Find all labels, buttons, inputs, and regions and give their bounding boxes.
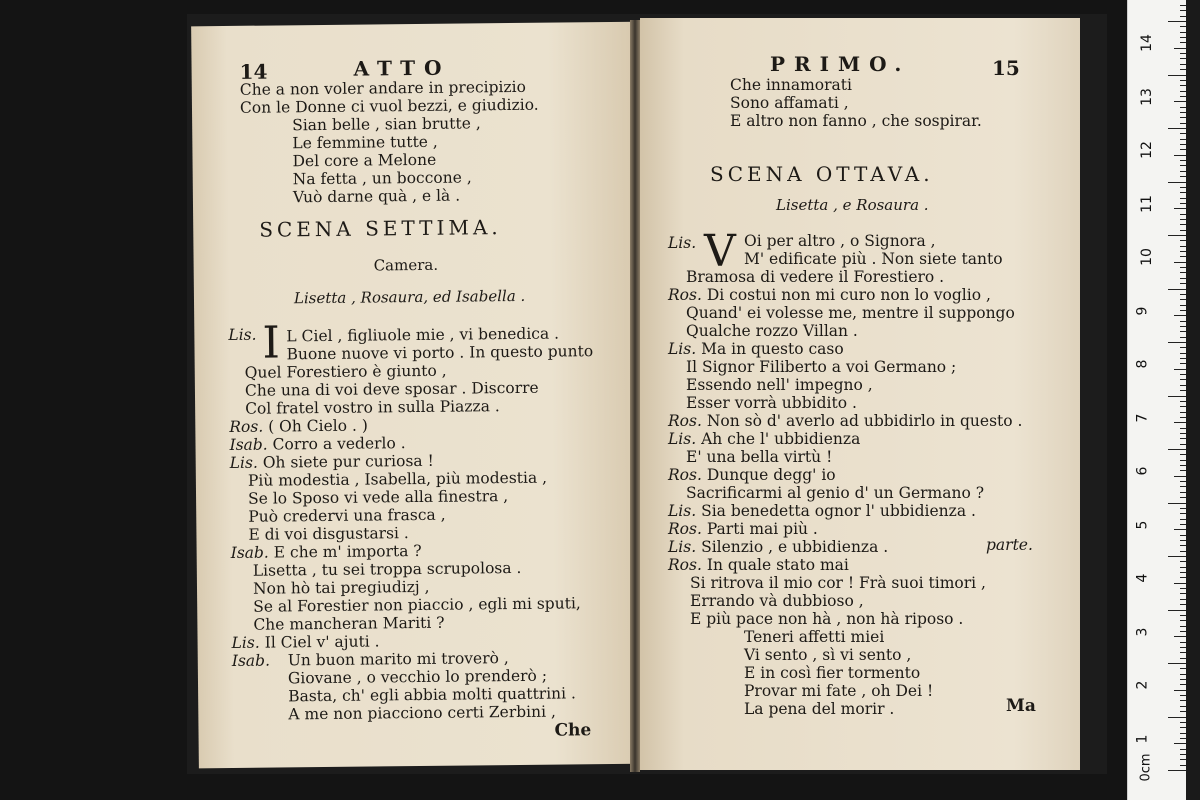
drop-capital: V xyxy=(704,226,736,277)
dialogue-line xyxy=(668,556,849,574)
left-page xyxy=(191,22,645,769)
dialogue-line: La pena del morir . xyxy=(744,700,895,718)
dialogue-line: L Ciel , figliuole mie , vi benedica . xyxy=(286,324,560,346)
dialogue-line: Quand' ei volesse me, mentre il suppongo xyxy=(686,304,1015,322)
speaker-label: Isab. xyxy=(230,543,269,562)
speaker-label: Lis. xyxy=(229,453,258,472)
scene-characters: Lisetta , e Rosaura . xyxy=(776,196,929,214)
dialogue-line: Quel Forestiero è giunto , xyxy=(244,361,447,382)
dialogue-line xyxy=(668,466,836,484)
dialogue-line: Si ritrova il mio cor ! Frà suoi timori , xyxy=(690,574,986,592)
ruler-number: 3 xyxy=(1134,627,1151,636)
dialogue-line xyxy=(668,520,818,538)
ruler-number: 2 xyxy=(1134,680,1151,690)
ruler-number: 4 xyxy=(1134,573,1151,583)
ruler-tick xyxy=(1168,717,1188,718)
dialogue-line: Essendo nell' impegno , xyxy=(686,376,873,394)
dialogue-line: E' una bella virtù ! xyxy=(686,448,833,466)
ruler-number: 9 xyxy=(1134,306,1151,315)
verse-line: Che innamorati xyxy=(730,76,852,94)
dialogue-line xyxy=(668,502,976,520)
catchword: Ma xyxy=(1006,696,1036,716)
verse-line: Na fetta , un boccone , xyxy=(292,168,472,189)
dialogue-line: Bramosa di vedere il Forestiero . xyxy=(686,268,945,286)
dialogue-line xyxy=(230,452,434,472)
running-head: ATTO xyxy=(353,55,451,81)
drop-capital: I xyxy=(262,317,281,369)
dialogue-line: E più pace non hà , non hà riposo . xyxy=(690,610,964,628)
speaker-label: Lis. xyxy=(668,340,697,358)
dialogue-line: A me non piacciono certi Zerbini , xyxy=(288,702,556,724)
verse-line: Sono affamati , xyxy=(730,94,849,112)
dialogue-line: Oi per altro , o Signora , xyxy=(744,232,936,250)
speaker-label: Ros. xyxy=(668,466,702,484)
page-number: 15 xyxy=(992,56,1020,80)
verse-line: Che a non voler andare in precipizio xyxy=(239,77,527,99)
speaker-label: Lis. xyxy=(668,234,697,252)
ruler-tick xyxy=(1168,235,1188,236)
ruler-tick xyxy=(1168,770,1188,771)
ruler-tick xyxy=(1168,182,1188,183)
dialogue-text: Dunque degg' io xyxy=(706,466,836,484)
verse-line: Vuò darne quà , e là . xyxy=(292,186,461,207)
speaker-label: Lis. xyxy=(228,325,257,344)
dialogue-line: E in così fier tormento xyxy=(744,664,921,682)
verse-line: Sian belle , sian brutte , xyxy=(292,114,481,135)
ruler-number: 13 xyxy=(1138,87,1155,106)
ruler-number: 5 xyxy=(1134,520,1151,529)
dialogue-line: Il Signor Filiberto a voi Germano ; xyxy=(686,358,957,376)
speaker-label: Ros. xyxy=(668,556,702,574)
ruler-tick xyxy=(1168,342,1188,343)
speaker-label: Lis. xyxy=(668,502,697,520)
dialogue-line xyxy=(668,340,844,358)
dialogue-line xyxy=(231,542,422,562)
dialogue-text: Oh siete pur curiosa ! xyxy=(262,451,434,472)
dialogue-line xyxy=(232,652,270,670)
speaker-label: Ros. xyxy=(668,286,702,304)
catchword: Che xyxy=(554,720,592,741)
ruler-tick xyxy=(1168,75,1188,76)
verse-line: E altro non fanno , che sospirar. xyxy=(730,112,982,130)
speaker-label: Lis. xyxy=(231,633,260,652)
ruler-number: 14 xyxy=(1138,34,1155,52)
dialogue-line: Esser vorrà ubbidito . xyxy=(686,394,857,412)
dialogue-line xyxy=(229,434,405,454)
dialogue-line: Più modestia , Isabella, più modestia , xyxy=(247,468,548,490)
scene-characters: Lisetta , Rosaura, ed Isabella . xyxy=(293,286,526,308)
dialogue-line: Se lo Sposo vi vede alla finestra , xyxy=(247,487,509,508)
stage-direction: parte. xyxy=(986,536,1033,554)
dialogue-line: Col fratel vostro in sulla Piazza . xyxy=(245,397,500,418)
measurement-ruler xyxy=(1127,0,1188,800)
speaker-label: Isab. xyxy=(229,435,268,454)
dialogue-line xyxy=(668,234,696,252)
dialogue-text: Silenzio , e ubbidienza . xyxy=(701,538,889,556)
verse-line: Del core a Melone xyxy=(292,150,437,171)
ruler-number: 11 xyxy=(1138,194,1155,213)
dialogue-line xyxy=(231,632,379,652)
book-gutter xyxy=(630,20,640,772)
dialogue-line: Che mancheran Mariti ? xyxy=(253,613,445,634)
dialogue-line: Può credervi una frasca , xyxy=(248,505,446,526)
speaker-label: Ros. xyxy=(229,417,264,436)
ruler-tick xyxy=(1168,610,1188,611)
dialogue-line xyxy=(668,538,888,556)
dialogue-text: Ma in questo caso xyxy=(701,340,844,358)
ruler-number: 12 xyxy=(1138,141,1155,159)
dialogue-line xyxy=(668,430,860,448)
dialogue-line: Giovane , o vecchio lo prenderò ; xyxy=(287,666,548,688)
speaker-label: Lis. xyxy=(668,430,697,448)
right-page xyxy=(640,18,1080,770)
running-head: PRIMO. xyxy=(770,52,911,76)
verse-line: Con le Donne ci vuol bezzi, e giudizio. xyxy=(239,95,539,117)
dialogue-line: Che una di voi deve sposar . Discorre xyxy=(244,378,539,400)
dialogue-line xyxy=(229,417,368,436)
dialogue-text: Di costui non mi curo non lo voglio , xyxy=(706,286,991,304)
dialogue-line: Buone nuove vi porto . In questo punto xyxy=(286,342,594,364)
dialogue-text: Parti mai più . xyxy=(706,520,818,538)
ruler-tick xyxy=(1168,503,1188,504)
ruler-tick xyxy=(1168,663,1188,664)
speaker-label: Ros. xyxy=(668,412,702,430)
ruler-number: 6 xyxy=(1134,466,1151,476)
dialogue-line: M' edificate più . Non siete tanto xyxy=(744,250,1003,268)
dialogue-line xyxy=(668,412,1022,430)
scene-setting: Camera. xyxy=(373,255,439,275)
ruler-number: 8 xyxy=(1134,359,1151,369)
dialogue-text: E che m' importa ? xyxy=(273,541,422,562)
dialogue-line: Se al Forestier non piaccio , egli mi sputi, xyxy=(253,594,581,616)
speaker-label: Ros. xyxy=(668,520,702,538)
dialogue-text: Non sò d' averlo ad ubbidirlo in questo . xyxy=(706,412,1023,430)
dialogue-line: Teneri affetti miei xyxy=(744,628,885,646)
dialogue-line xyxy=(228,326,256,344)
dialogue-line: Non hò tai pregiudizj , xyxy=(252,577,430,598)
speaker-label: Isab. xyxy=(231,651,271,670)
dialogue-line: Qualche rozzo Villan . xyxy=(686,322,858,340)
speaker-label: Lis. xyxy=(668,538,697,556)
dialogue-text: Ah che l' ubbidienza xyxy=(701,430,861,448)
dialogue-line: Un buon marito mi troverò , xyxy=(287,649,509,670)
scene-title: SCENA SETTIMA. xyxy=(259,215,502,242)
dialogue-text: ( Oh Cielo . ) xyxy=(268,416,368,436)
ruler-number: 7 xyxy=(1134,413,1151,422)
dialogue-text: Corro a vederlo . xyxy=(272,434,406,454)
page-number: 14 xyxy=(239,59,268,84)
dialogue-line: Errando và dubbioso , xyxy=(690,592,864,610)
verse-line: Le femmine tutte , xyxy=(292,132,438,153)
scene-title: SCENA OTTAVA. xyxy=(710,162,934,186)
ruler-tick xyxy=(1168,128,1188,129)
dialogue-line: Vi sento , sì vi sento , xyxy=(744,646,912,664)
dialogue-line: Provar mi fate , oh Dei ! xyxy=(744,682,934,700)
dialogue-line: E di voi disgustarsi . xyxy=(248,524,409,544)
dialogue-line: Lisetta , tu sei troppa scrupolosa . xyxy=(252,558,522,580)
ruler-number: 1 xyxy=(1134,734,1151,743)
ruler-tick xyxy=(1168,21,1188,22)
dialogue-text: Il Ciel v' ajuti . xyxy=(264,632,380,652)
ruler-tick xyxy=(1168,556,1188,557)
ruler-tick xyxy=(1168,396,1188,397)
ruler-number: 10 xyxy=(1138,248,1155,266)
dialogue-line: Basta, ch' egli abbia molti quattrini . xyxy=(288,684,577,706)
dialogue-line: Sacrificarmi al genio d' un Germano ? xyxy=(686,484,985,502)
ruler-tick xyxy=(1168,289,1188,290)
ruler-unit-label: 0cm xyxy=(1138,753,1154,782)
dialogue-line xyxy=(668,286,991,304)
ruler-tick xyxy=(1168,449,1188,450)
ruler-edge xyxy=(1186,0,1200,800)
dialogue-text: In quale stato mai xyxy=(706,556,849,574)
dialogue-text: Sia benedetta ognor l' ubbidienza . xyxy=(701,502,976,520)
